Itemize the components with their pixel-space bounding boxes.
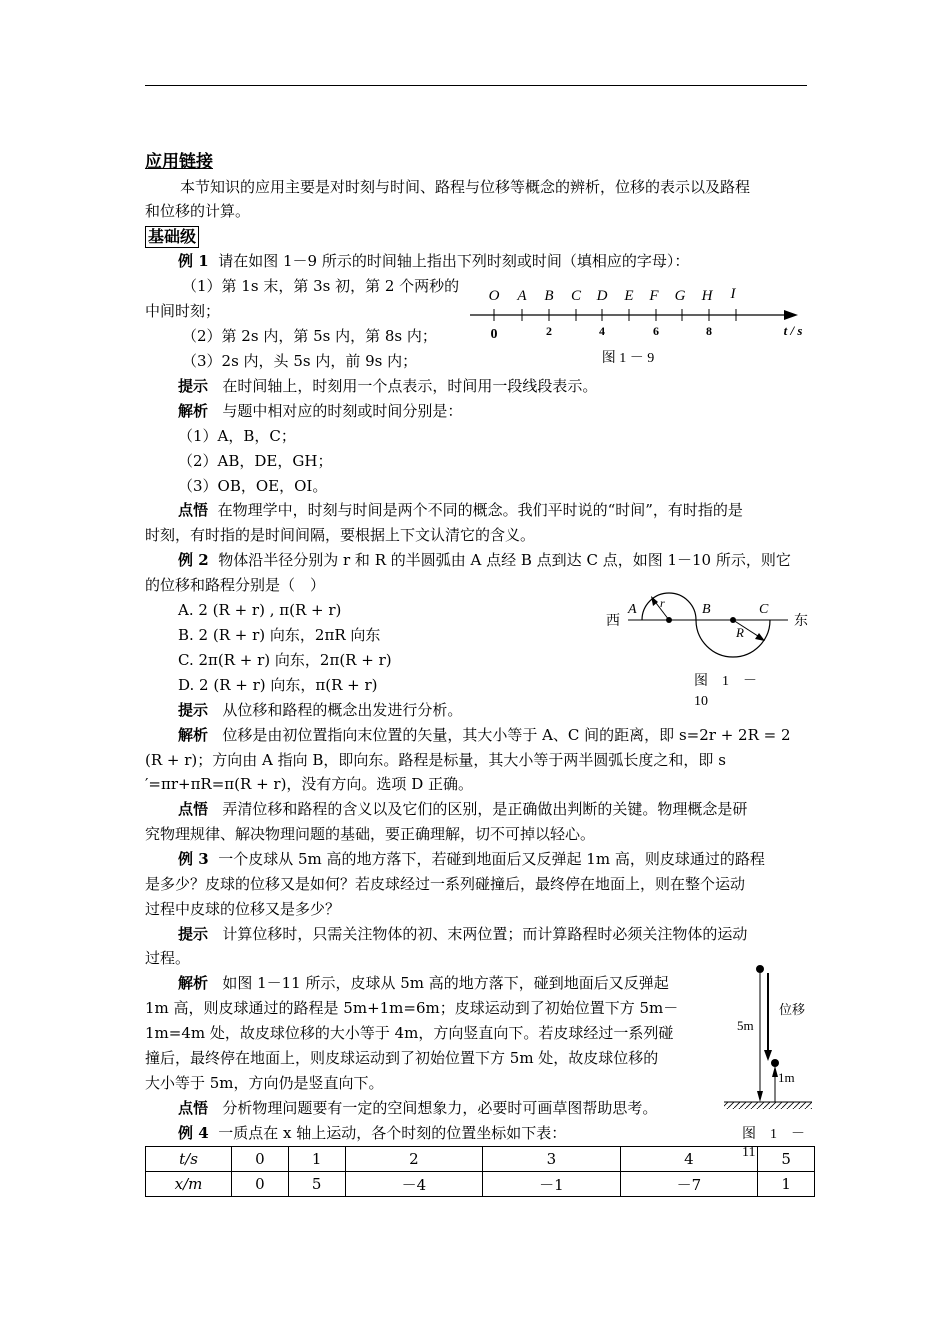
section-title: 应用链接	[145, 152, 213, 172]
hint-label: 提示	[178, 925, 209, 943]
tick-letter: D	[596, 288, 608, 304]
ex4-stem-text: 一质点在 x 轴上运动，各个时刻的位置坐标如下表：	[218, 1124, 567, 1142]
axis-label: t / s	[783, 323, 803, 338]
ex1-stem	[178, 251, 689, 271]
tick-letter: O	[488, 288, 500, 304]
ground-hatch	[724, 1102, 812, 1109]
table-cell: 1	[288, 1147, 345, 1172]
ex1-q1a: （1）第 1s 末，第 3s 初，第 2 个两秒的	[182, 277, 460, 295]
ex2-stem-b: 的位移和路程分别是（ ）	[145, 576, 326, 594]
figure-1-11-ball-drop	[722, 958, 817, 1158]
hint-text: 计算位移时，只需关注物体的初、末两位置；而计算路程时必须关注物体的运动	[222, 925, 748, 943]
ex1-hint	[178, 376, 597, 396]
point-B: B	[702, 602, 711, 617]
tick-letter: A	[517, 288, 527, 304]
ex2-analysis	[178, 725, 791, 745]
ex3-insight	[178, 1098, 657, 1118]
ex1-insight	[178, 500, 743, 520]
ex4-label: 例 4	[178, 1124, 209, 1142]
insight-text: 分析物理问题要有一定的空间想象力，必要时可画草图帮助思考。	[222, 1099, 658, 1117]
ex3-stem-b: 是多少？皮球的位移又是如何？若皮球经过一系列碰撞后，最终停在地面上，则在整个运动	[145, 875, 746, 893]
ex1-ans3: （3）OB，OE，OI。	[178, 477, 328, 495]
figure-1-10-caption: 图 1 －	[694, 674, 757, 689]
ex1-label: 例 1	[178, 252, 209, 270]
table-cell: 1	[758, 1172, 815, 1197]
ex4-stem	[178, 1123, 566, 1143]
ex3-analysis-b: 1m 高，则皮球通过的路程是 5m+1m=6m；皮球运动到了初始位置下方 5m－	[145, 999, 679, 1017]
figure-1-10-caption-num: 10	[694, 694, 708, 709]
hint-label: 提示	[178, 701, 209, 719]
analysis-text: 位移是由初位置指向末位置的矢量，其大小等于 A、C 间的距离，即 s=2r + 2R = 2	[222, 726, 791, 744]
insight-label: 点悟	[178, 800, 209, 818]
table-cell: 3	[483, 1147, 621, 1172]
ex1-q2: （2）第 2s 内，第 5s 内，第 8s 内；	[182, 327, 437, 345]
table-cell: 0	[232, 1172, 289, 1197]
label-R: R	[736, 625, 744, 640]
table-cell: t/s	[146, 1147, 232, 1172]
ex3-analysis-d: 撞后，最终停在地面上，则皮球运动到了初始位置下方 5m 处，故皮球位移的	[145, 1049, 659, 1067]
ex2-option-c: C. 2π(R + r) 向东，2π(R + r)	[178, 651, 392, 669]
table-cell: 2	[345, 1147, 483, 1172]
level-label: 基础级	[145, 226, 199, 248]
analysis-text: 与题中相对应的时刻或时间分别是：	[222, 402, 463, 420]
hint-text: 从位移和路程的概念出发进行分析。	[222, 701, 463, 719]
figure-1-11-caption-num: 11	[742, 1145, 756, 1158]
table-cell: 4	[620, 1147, 758, 1172]
east-label: 东	[794, 614, 808, 629]
header-rule	[145, 85, 807, 86]
displacement-arrow-icon	[764, 1050, 772, 1061]
label-displacement: 位移	[779, 1002, 806, 1017]
table-cell: －4	[345, 1172, 483, 1197]
radius-R-arrow-icon	[755, 633, 765, 641]
hint-text: 在时间轴上，时刻用一个点表示，时间用一段线段表示。	[222, 377, 598, 395]
label-r: r	[660, 596, 665, 610]
ex1-insight-b: 时刻，有时指的是时间间隔，要根据上下文认清它的含义。	[145, 526, 536, 544]
label-1m: 1m	[778, 1070, 795, 1085]
tick-letter: G	[674, 288, 686, 304]
table-cell: －7	[620, 1172, 758, 1197]
table-cell: －1	[483, 1172, 621, 1197]
tick-number: 8	[706, 324, 712, 338]
ex2-label: 例 2	[178, 551, 209, 569]
ex3-label: 例 3	[178, 850, 209, 868]
insight-label: 点悟	[178, 501, 209, 519]
tick-number: 6	[653, 324, 659, 338]
ex3-hint	[178, 924, 747, 944]
tick-number: 4	[599, 324, 605, 338]
ex2-option-a: A. 2 (R + r) , π(R + r)	[178, 601, 342, 619]
figure-1-9-caption: 图 1 － 9	[601, 351, 655, 366]
tick-number: 2	[546, 324, 552, 338]
table-row	[146, 1172, 815, 1197]
ex2-insight-b: 究物理规律、解决物理问题的基础，要正确理解，切不可掉以轻心。	[145, 825, 596, 843]
analysis-label: 解析	[178, 974, 209, 992]
label-5m: 5m	[737, 1018, 754, 1033]
table-row	[146, 1147, 815, 1172]
ex3-analysis-c: 1m=4m 处，故皮球位移的大小等于 4m，方向竖直向下。若皮球经过一系列碰	[145, 1024, 674, 1042]
axis-arrow-icon	[784, 310, 798, 320]
ex1-ans2: （2）AB，DE，GH；	[178, 452, 333, 470]
ex2-analysis-b: (R + r)；方向由 A 指向 B，即向东。路程是标量，其大小等于两半圆弧长度之和，即 s	[145, 751, 726, 769]
fall-arrow-icon	[757, 1091, 763, 1102]
ex3-analysis	[178, 973, 669, 993]
ex1-ans1: （1）A，B，C；	[178, 427, 296, 445]
point-C: C	[759, 602, 769, 617]
ex3-stem-text: 一个皮球从 5m 高的地方落下，若碰到地面后又反弹起 1m 高，则皮球通过的路程	[218, 850, 765, 868]
west-label: 西	[606, 614, 620, 629]
ex2-option-b: B. 2 (R + r) 向东，2πR 向东	[178, 626, 381, 644]
tick-number: 0	[490, 327, 498, 342]
ex3-hint-b: 过程。	[145, 949, 191, 967]
small-semicircle	[642, 593, 696, 620]
ex2-insight	[178, 799, 747, 819]
ex2-stem	[178, 550, 791, 570]
ex3-analysis-e: 大小等于 5m，方向仍是竖直向下。	[145, 1074, 384, 1092]
figure-1-9-timeline	[460, 280, 810, 370]
intro-line-1: 本节知识的应用主要是对时刻与时间、路程与位移等概念的辨析，位移的表示以及路程	[180, 178, 751, 196]
ball-start	[756, 965, 764, 973]
table-cell: x/m	[146, 1172, 232, 1197]
ex1-analysis	[178, 401, 462, 421]
tick-letter: I	[730, 286, 736, 302]
ex1-stem-text: 请在如图 1－9 所示的时间轴上指出下列时刻或时间（填相应的字母）：	[218, 252, 690, 270]
insight-text: 弄清位移和路程的含义以及它们的区别，是正确做出判断的关键。物理概念是研	[222, 800, 748, 818]
table-cell: 0	[232, 1147, 289, 1172]
tick-letter: B	[544, 288, 554, 304]
insight-label: 点悟	[178, 1099, 209, 1117]
point-A: A	[628, 602, 637, 617]
ex1-q1b: 中间时刻；	[145, 302, 221, 320]
position-table	[145, 1146, 815, 1197]
ex2-analysis-c: ′=πr+πR=π(R + r)，没有方向。选项 D 正确。	[145, 775, 473, 793]
figure-1-11-caption: 图 1 －	[742, 1127, 805, 1142]
tick-letter: E	[624, 288, 634, 304]
ex2-option-d: D. 2 (R + r) 向东，π(R + r)	[178, 676, 378, 694]
figure-1-10-semicircles	[598, 585, 818, 715]
tick-letter: F	[649, 288, 659, 304]
analysis-label: 解析	[178, 402, 209, 420]
insight-text: 在物理学中，时刻与时间是两个不同的概念。我们平时说的“时间”，有时指的是	[217, 501, 743, 519]
table-cell: 5	[758, 1147, 815, 1172]
ex1-q3: （3）2s 内，头 5s 内，前 9s 内；	[182, 352, 418, 370]
ex2-stem-text: 物体沿半径分别为 r 和 R 的半圆弧由 A 点经 B 点到达 C 点，如图 1－10 所示，则它	[218, 551, 791, 569]
ex3-stem-c: 过程中皮球的位移又是多少？	[145, 900, 341, 918]
analysis-label: 解析	[178, 726, 209, 744]
analysis-text: 如图 1－11 所示，皮球从 5m 高的地方落下，碰到地面后又反弹起	[222, 974, 669, 992]
tick-letter: C	[570, 288, 582, 304]
ex2-hint	[178, 700, 462, 720]
intro-line-2: 和位移的计算。	[145, 202, 251, 220]
table-cell: 5	[288, 1172, 345, 1197]
tick-letter: H	[701, 288, 713, 304]
ex3-stem	[178, 849, 765, 869]
ball-rebound	[771, 1059, 779, 1067]
hint-label: 提示	[178, 377, 209, 395]
